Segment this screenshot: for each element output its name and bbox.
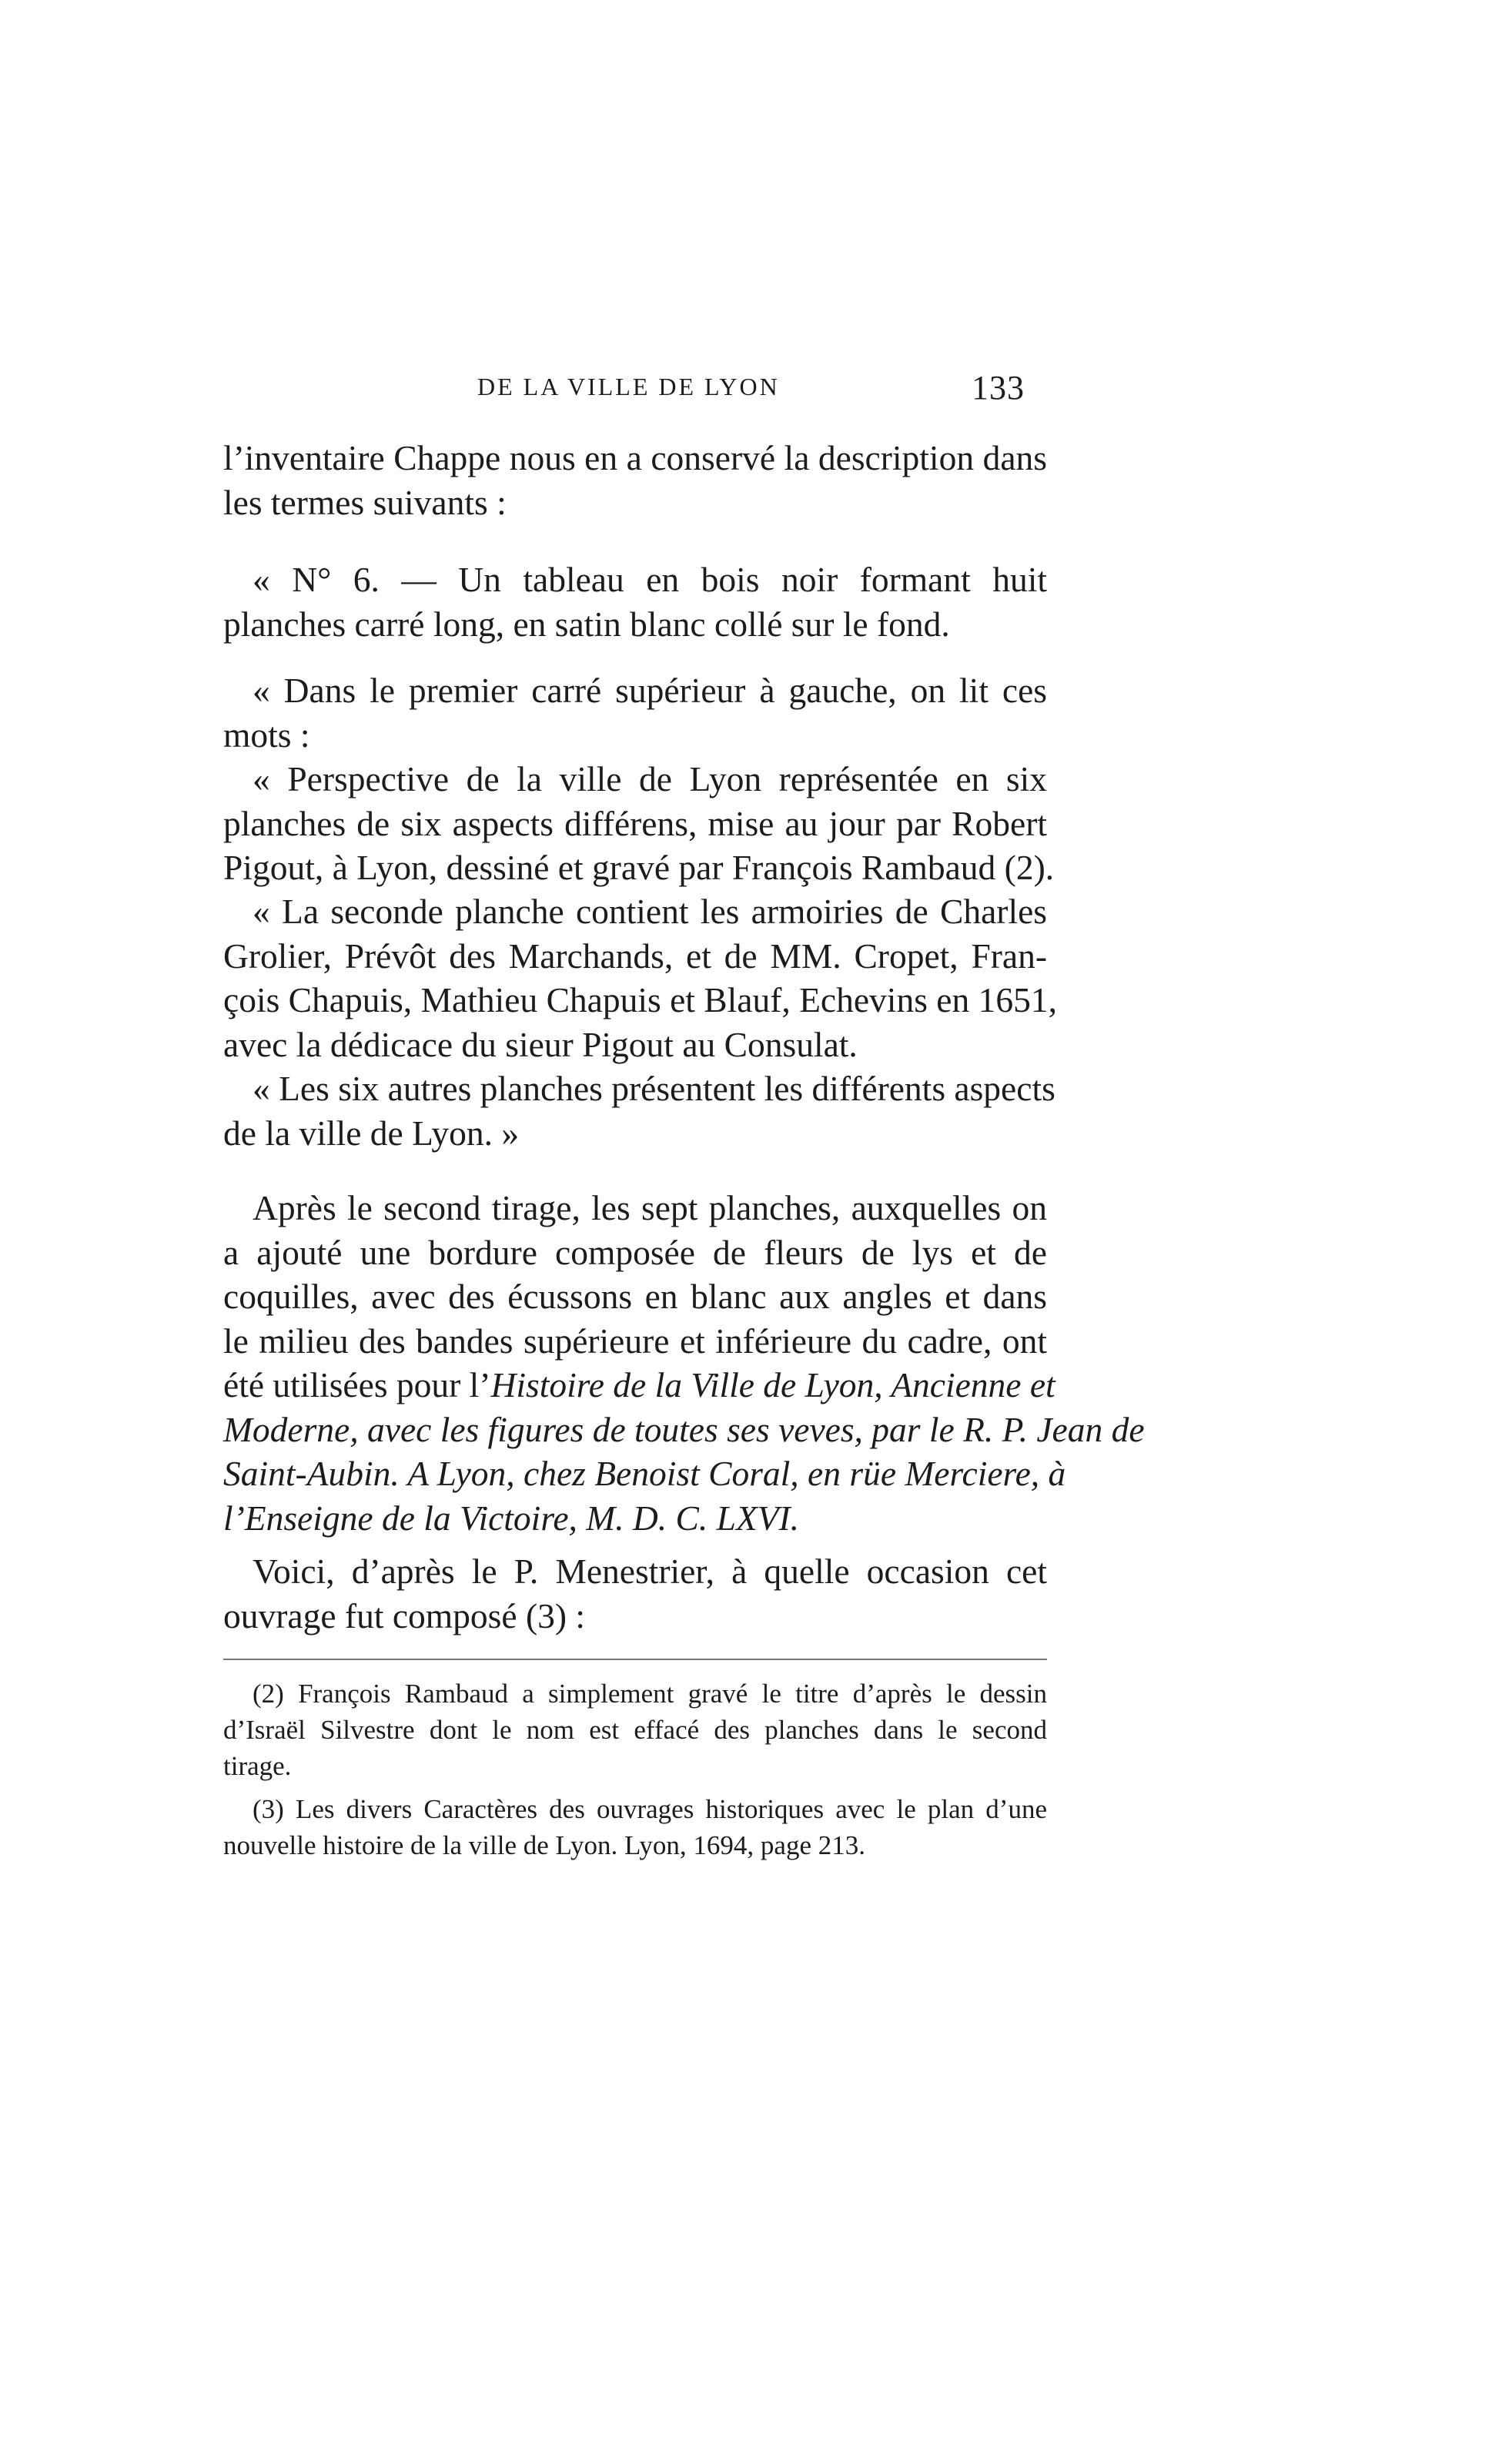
text-line [223, 1451, 1066, 1496]
text-line: Grolier, Prévôt des Marchands, et de MM. Cropet, Fran- [223, 936, 1047, 976]
text-line: planches de six aspects différens, mise au jour par Robert [223, 803, 1047, 843]
text-line: Pigout, à Lyon, dessiné et gravé par François Rambaud (2). [223, 848, 1055, 887]
text-line: çois Chapuis, Mathieu Chapuis et Blauf, Echevins en 1651, [223, 980, 1057, 1019]
running-head [0, 369, 1492, 419]
footnote-line: (2) François Rambaud a simplement gravé le titre d’après le dessin [253, 1679, 1047, 1709]
text-line: le milieu des bandes supérieure et inférieure du cadre, ont [223, 1321, 1047, 1361]
paragraph-quote-perspective [223, 757, 1055, 890]
footnote-line: tirage. [223, 1751, 292, 1781]
text-line: a ajouté une bordure composée de fleurs de lys et de [223, 1232, 1047, 1272]
text-line: « Les six autres planches présentent les différents aspects [253, 1069, 1055, 1108]
footnote-line: (3) Les divers Caractères des ouvrages historiques avec le plan d’une [253, 1794, 1047, 1824]
text-line: l’inventaire Chappe nous en a conservé la description dans [223, 438, 1047, 477]
book-title-italic: Histoire de la Ville de Lyon, Ancienne et [490, 1365, 1055, 1404]
text-line [223, 1496, 1047, 1541]
text-segment: été utilisées pour l’ [223, 1365, 491, 1404]
text-line: Voici, d’après le P. Menestrier, à quelle occasion cet [253, 1552, 1047, 1591]
paragraph-menestrier [223, 1549, 1047, 1638]
text-line [223, 1363, 1055, 1408]
paragraph-quote-second-plate [223, 889, 1057, 1066]
text-line: avec la dédicace du sieur Pigout au Consulat. [223, 1024, 858, 1064]
text-line: « La seconde planche contient les armoiries de Charles [253, 892, 1047, 931]
paragraph-second-printing [223, 1186, 1145, 1540]
text-line [223, 1408, 1145, 1452]
paragraph-quote-six-plates [223, 1066, 1055, 1155]
text-line: de la ville de Lyon. » [223, 1113, 520, 1153]
text-line: mots : [223, 715, 310, 755]
text-line: Après le second tirage, les sept planches, auxquelles on [253, 1188, 1047, 1227]
text-line: « Perspective de la ville de Lyon représentée en six [253, 759, 1047, 798]
paragraph-inventory [223, 436, 1047, 524]
book-title-italic: Saint-Aubin. A Lyon, chez Benoist Coral, en rüe Merciere, à [223, 1454, 1066, 1493]
book-title-italic: l’Enseigne de la Victoire, M. D. C. LXVI. [223, 1498, 800, 1538]
running-title: DE LA VILLE DE LYON [477, 373, 780, 400]
footnote-3 [223, 1791, 1047, 1863]
text-line: « N° 6. — Un tableau en bois noir formant huit [253, 560, 1047, 599]
text-line: coquilles, avec des écussons en blanc aux angles et dans [223, 1277, 1047, 1316]
page-number: 133 [972, 369, 1025, 407]
text-line: planches carré long, en satin blanc collé sur le fond. [223, 604, 950, 644]
text-line: « Dans le premier carré supérieur à gauche, on lit ces [253, 671, 1047, 710]
footnote-rule [223, 1659, 1047, 1660]
text-line: ouvrage fut composé (3) : [223, 1595, 586, 1635]
book-title-italic: Moderne, avec les figures de toutes ses veves, par le R. P. Jean de [223, 1409, 1145, 1449]
footnote-line: d’Israël Silvestre dont le nom est effacé des planches dans le second [223, 1715, 1047, 1745]
paragraph-quote-no6 [223, 557, 1047, 646]
text-line: les termes suivants : [223, 482, 507, 522]
paragraph-quote-first-square [223, 668, 1047, 757]
footnote-line: nouvelle histoire de la ville de Lyon. Lyon, 1694, page 213. [223, 1830, 866, 1860]
footnote-2 [223, 1676, 1047, 1784]
